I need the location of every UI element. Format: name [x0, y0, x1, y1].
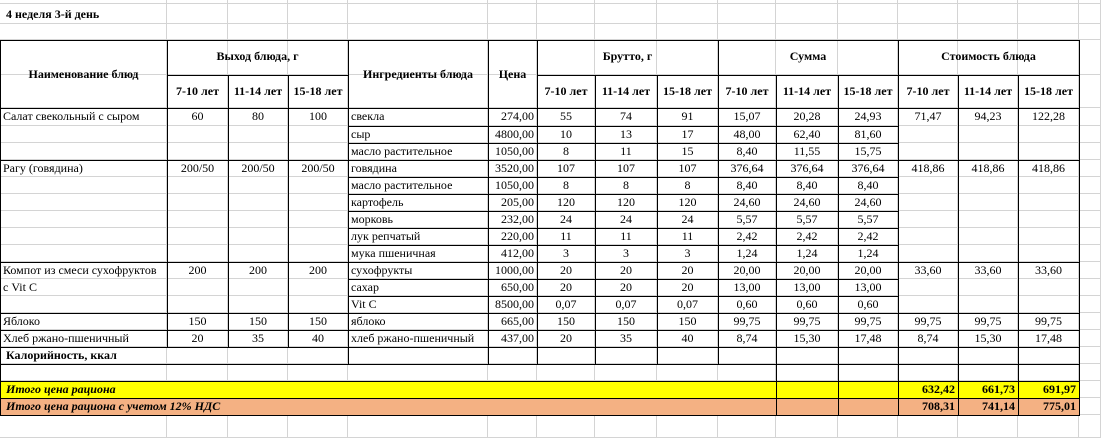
border-h — [348, 211, 899, 212]
header-age: 11-14 лет — [233, 84, 283, 98]
sum-value: 8,40 — [736, 144, 758, 158]
border-h — [167, 75, 349, 76]
dish-cost-value: 15,30 — [974, 331, 1002, 345]
output-value: 200 — [309, 263, 327, 277]
brutto-value: 150 — [678, 314, 697, 328]
border-h — [348, 279, 899, 280]
sum-value: 24,60 — [854, 195, 882, 209]
border-h — [537, 75, 1080, 76]
ingredient-name: мука пшеничная — [351, 246, 436, 260]
border-v — [1018, 75, 1019, 416]
total-value: 661,73 — [982, 382, 1015, 396]
dish-name: с Vit C — [3, 280, 37, 294]
brutto-value: 120 — [678, 195, 697, 209]
output-value: 200/50 — [180, 161, 215, 175]
ingredient-price: 4800,00 — [495, 127, 534, 141]
ingredient-name: лук репчатый — [351, 229, 421, 243]
border-h — [348, 108, 899, 109]
total-value: 691,97 — [1043, 382, 1076, 396]
sum-value: 11,55 — [793, 144, 821, 158]
total-vat-value: 741,14 — [982, 399, 1015, 413]
border-h — [348, 330, 899, 331]
brutto-value: 11 — [620, 229, 632, 243]
ingredient-price: 3520,00 — [495, 161, 534, 175]
ingredient-name: свекла — [351, 109, 385, 123]
sum-value: 20,28 — [793, 109, 821, 123]
header-age: 15-18 лет — [663, 84, 712, 98]
sum-value: 5,57 — [736, 212, 758, 226]
dish-cost-value: 33,60 — [914, 263, 942, 277]
brutto-value: 74 — [620, 109, 632, 123]
output-value: 40 — [312, 331, 324, 345]
sum-value: 48,00 — [733, 127, 761, 141]
sum-value: 81,60 — [854, 127, 882, 141]
ingredient-name: яблоко — [351, 314, 386, 328]
header-age: 15-18 лет — [843, 84, 893, 98]
output-value: 20 — [191, 331, 204, 345]
brutto-value: 20 — [620, 280, 632, 294]
header-age: 15-18 лет — [1024, 84, 1073, 98]
brutto-value: 24 — [560, 212, 572, 226]
border-h — [348, 177, 899, 178]
brutto-value: 20 — [681, 280, 694, 294]
dish-cost-value: 33,60 — [1035, 263, 1062, 277]
sum-value: 1,24 — [736, 246, 758, 260]
total-vat-value: 775,01 — [1043, 399, 1076, 413]
dish-cost-value: 418,86 — [1032, 161, 1065, 175]
brutto-value: 3 — [684, 246, 691, 260]
brutto-value: 20 — [620, 263, 632, 277]
ingredient-price: 437,00 — [501, 331, 534, 345]
sum-value: 99,75 — [793, 314, 821, 328]
border-v — [288, 75, 289, 348]
output-value: 200/50 — [301, 161, 335, 175]
header-dish-name: Наименование блюд — [28, 67, 139, 81]
sum-value: 376,64 — [730, 161, 764, 175]
sum-value: 17,48 — [854, 331, 882, 345]
brutto-value: 11 — [681, 229, 694, 243]
border-v — [537, 40, 538, 365]
dish-cost-value: 418,86 — [911, 161, 945, 175]
total-vat-label: Итого цена рациона с учетом 12% НДС — [6, 399, 221, 413]
header-age: 15-18 лет — [293, 84, 343, 98]
brutto-value: 24 — [620, 212, 632, 226]
header-cost: Стоимость блюда — [941, 49, 1036, 63]
border-h — [348, 160, 899, 161]
ingredient-name: масло растительное — [351, 178, 453, 192]
brutto-value: 120 — [557, 195, 575, 209]
dish-name: Хлеб ржано-пшеничный — [3, 331, 129, 345]
brutto-value: 20 — [560, 331, 572, 345]
header-brutto: Брутто, г — [602, 49, 653, 63]
sum-value: 1,24 — [796, 246, 818, 260]
sum-value: 1,24 — [857, 246, 879, 260]
border-v — [1079, 40, 1080, 416]
ingredient-price: 1050,00 — [495, 178, 534, 192]
brutto-value: 91 — [681, 109, 694, 123]
header-age: 11-14 лет — [782, 84, 832, 98]
brutto-value: 15 — [681, 144, 694, 158]
sum-value: 8,40 — [736, 178, 758, 192]
brutto-value: 20 — [560, 263, 572, 277]
sum-value: 24,60 — [793, 195, 821, 209]
dish-cost-value: 33,60 — [974, 263, 1002, 277]
output-value: 150 — [188, 314, 207, 328]
ingredient-name: сахар — [351, 280, 379, 294]
brutto-value: 20 — [560, 280, 572, 294]
brutto-value: 20 — [681, 263, 694, 277]
sum-value: 24,60 — [733, 195, 761, 209]
ingredient-price: 650,00 — [501, 280, 534, 294]
brutto-value: 107 — [617, 161, 635, 175]
ingredient-name: сыр — [351, 127, 371, 141]
sum-value: 2,42 — [857, 229, 879, 243]
brutto-value: 40 — [681, 331, 694, 345]
brutto-value: 107 — [678, 161, 697, 175]
sum-value: 20,00 — [793, 263, 821, 277]
dish-cost-value: 99,75 — [914, 314, 942, 328]
border-h — [0, 398, 1080, 399]
output-value: 150 — [249, 314, 267, 328]
border-v — [776, 75, 777, 416]
gridline-row — [0, 23, 1101, 24]
header-age: 7-10 лет — [725, 84, 769, 98]
dish-name: Яблоко — [3, 314, 41, 328]
sum-value: 15,07 — [733, 109, 761, 123]
calories-label: Калорийность, ккал — [6, 348, 117, 362]
ingredient-name: масло растительное — [351, 144, 453, 158]
brutto-value: 3 — [623, 246, 629, 260]
ingredient-price: 665,00 — [501, 314, 534, 328]
dish-cost-value: 122,28 — [1032, 109, 1065, 123]
border-v — [958, 75, 959, 416]
border-v — [348, 40, 349, 365]
header-sum: Сумма — [789, 49, 827, 63]
border-h — [348, 245, 899, 246]
border-h — [348, 228, 899, 229]
total-value: 632,42 — [922, 382, 955, 396]
sum-value: 2,42 — [796, 229, 818, 243]
header-age: 11-14 лет — [601, 84, 651, 98]
border-v — [0, 40, 1, 416]
border-v — [657, 75, 658, 365]
ingredient-name: хлеб ржано-пшеничный — [351, 331, 475, 345]
output-value: 80 — [252, 109, 264, 123]
sum-value: 13,00 — [793, 280, 821, 294]
sum-value: 20,00 — [733, 263, 761, 277]
brutto-value: 35 — [620, 331, 632, 345]
border-v — [718, 40, 719, 365]
ingredient-price: 274,00 — [501, 109, 534, 123]
sum-value: 2,42 — [736, 229, 758, 243]
header-age: 11-14 лет — [963, 84, 1013, 98]
sum-value: 0,60 — [857, 297, 879, 311]
brutto-value: 11 — [560, 229, 572, 243]
ingredient-price: 1050,00 — [495, 144, 534, 158]
header-price: Цена — [498, 67, 527, 81]
border-h — [0, 415, 1080, 416]
dish-cost-value: 17,48 — [1035, 331, 1062, 345]
ingredient-name: говядина — [351, 161, 397, 175]
output-value: 200 — [188, 263, 207, 277]
ingredient-price: 412,00 — [501, 246, 534, 260]
dish-cost-value: 8,74 — [917, 331, 939, 345]
brutto-value: 8 — [563, 144, 569, 158]
brutto-value: 10 — [560, 127, 572, 141]
sum-value: 13,00 — [854, 280, 882, 294]
border-v — [488, 40, 489, 365]
border-h — [0, 381, 1080, 382]
border-h — [348, 194, 899, 195]
header-output: Выход блюда, г — [216, 49, 299, 63]
brutto-value: 120 — [617, 195, 635, 209]
output-value: 150 — [309, 314, 327, 328]
dish-name: Компот из смеси сухофруктов — [3, 263, 157, 277]
brutto-value: 17 — [681, 127, 694, 141]
ingredient-price: 8500,00 — [495, 297, 534, 311]
sum-value: 8,74 — [736, 331, 758, 345]
total-vat-value: 708,31 — [922, 399, 955, 413]
brutto-value: 8 — [623, 178, 629, 192]
border-h — [0, 364, 1080, 365]
brutto-value: 24 — [681, 212, 694, 226]
brutto-value: 13 — [620, 127, 632, 141]
border-h — [348, 126, 899, 127]
output-value: 200 — [249, 263, 267, 277]
dish-cost-value: 99,75 — [974, 314, 1002, 328]
ingredient-price: 1000,00 — [495, 263, 534, 277]
header-age: 7-10 лет — [544, 84, 588, 98]
brutto-value: 3 — [563, 246, 569, 260]
border-v — [167, 40, 168, 348]
ingredient-price: 232,00 — [501, 212, 534, 226]
brutto-value: 55 — [560, 109, 572, 123]
sum-value: 99,75 — [854, 314, 882, 328]
sum-value: 20,00 — [854, 263, 882, 277]
output-value: 35 — [252, 331, 264, 345]
sum-value: 15,30 — [793, 331, 821, 345]
sum-value: 13,00 — [733, 280, 761, 294]
sum-value: 5,57 — [796, 212, 818, 226]
sum-value: 8,40 — [857, 178, 879, 192]
gridline-row — [0, 3, 1101, 4]
output-value: 60 — [191, 109, 204, 123]
brutto-value: 11 — [620, 144, 632, 158]
sum-value: 99,75 — [733, 314, 761, 328]
dish-name: Рагу (говядина) — [3, 161, 83, 175]
dish-cost-value: 71,47 — [914, 109, 942, 123]
sum-value: 24,93 — [854, 109, 882, 123]
dish-cost-value: 99,75 — [1035, 314, 1062, 328]
sum-value: 5,57 — [857, 212, 879, 226]
border-v — [898, 40, 899, 416]
brutto-value: 0,07 — [555, 297, 577, 311]
dish-cost-value: 94,23 — [974, 109, 1002, 123]
header-age: 7-10 лет — [906, 84, 950, 98]
border-h — [348, 143, 899, 144]
brutto-value: 0,07 — [677, 297, 698, 311]
border-v — [228, 75, 229, 348]
brutto-value: 107 — [557, 161, 575, 175]
sum-value: 376,64 — [851, 161, 885, 175]
ingredient-name: морковь — [351, 212, 393, 226]
border-h — [0, 40, 1080, 41]
border-h — [348, 262, 899, 263]
total-label: Итого цена рациона — [6, 382, 116, 396]
brutto-value: 0,07 — [615, 297, 637, 311]
brutto-value: 8 — [684, 178, 691, 192]
sum-value: 376,64 — [790, 161, 824, 175]
border-h — [348, 347, 899, 348]
brutto-value: 150 — [557, 314, 575, 328]
ingredient-price: 205,00 — [501, 195, 534, 209]
border-h — [348, 296, 899, 297]
dish-name: Салат свекольный с сыром — [3, 109, 140, 123]
sum-value: 0,60 — [736, 297, 758, 311]
sheet-title: 4 неделя 3-й день — [6, 7, 100, 21]
brutto-value: 8 — [563, 178, 569, 192]
border-h — [348, 313, 899, 314]
border-v — [838, 75, 839, 416]
ingredient-name: сухофрукты — [351, 263, 413, 277]
output-value: 100 — [309, 109, 327, 123]
ingredient-name: Vit C — [351, 297, 377, 311]
sum-value: 8,40 — [796, 178, 818, 192]
header-age: 7-10 лет — [176, 84, 219, 98]
sum-value: 62,40 — [793, 127, 821, 141]
ingredient-price: 220,00 — [501, 229, 534, 243]
header-ingredients: Ингредиенты блюда — [362, 67, 473, 81]
sum-value: 0,60 — [796, 297, 818, 311]
dish-cost-value: 418,86 — [971, 161, 1005, 175]
border-v — [595, 75, 596, 365]
output-value: 200/50 — [241, 161, 275, 175]
ingredient-name: картофель — [351, 195, 404, 209]
sum-value: 15,75 — [854, 144, 882, 158]
brutto-value: 150 — [617, 314, 635, 328]
